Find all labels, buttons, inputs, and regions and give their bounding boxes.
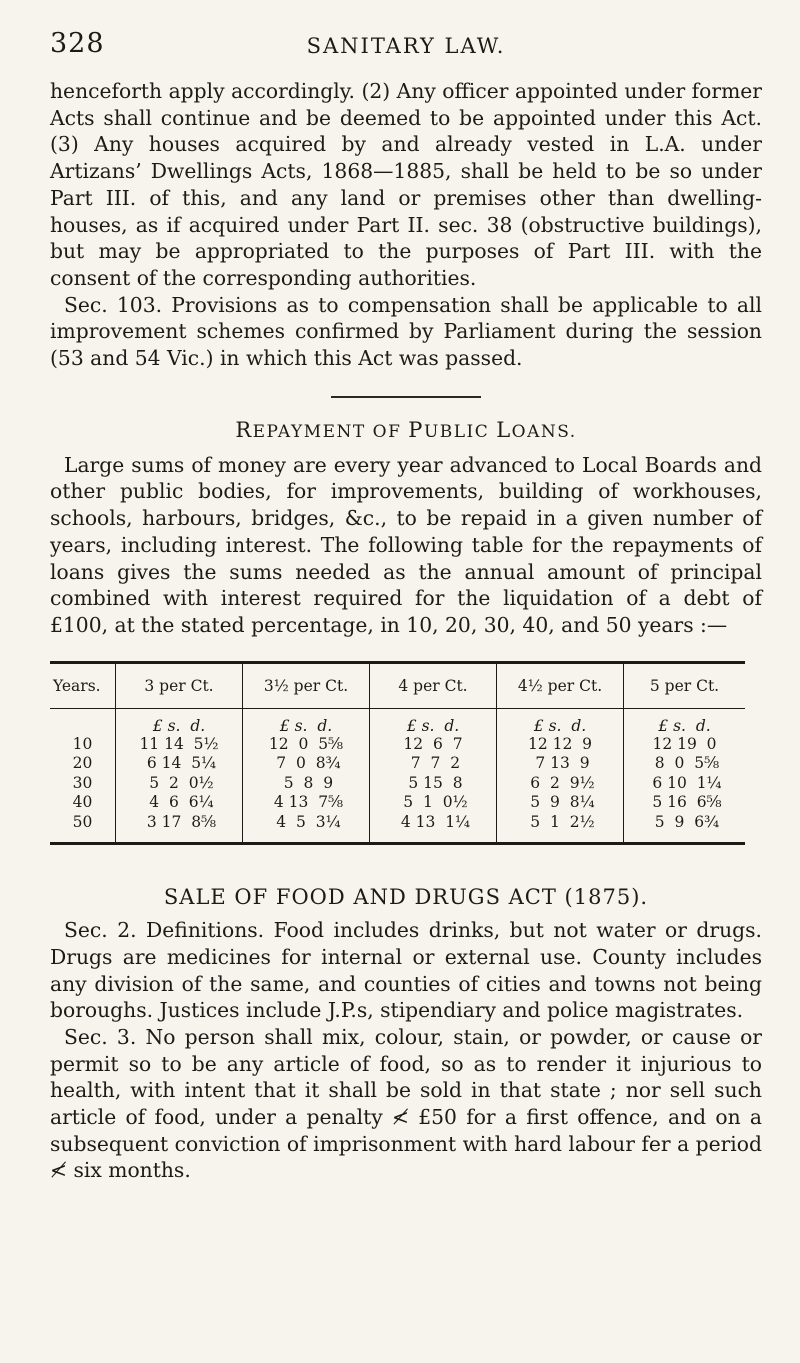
header-4-5pct: 4½ per Ct. [497, 662, 624, 708]
years-cell: 40 [72, 793, 93, 812]
amount-cell: 12 12 9 [527, 734, 593, 753]
years-cell: 50 [72, 812, 93, 831]
amount-cell: 4 13 7⅝ [268, 793, 344, 812]
header-4pct: 4 per Ct. [370, 662, 497, 708]
years-cell: 20 [72, 754, 93, 773]
loan-repayment-table [50, 661, 745, 846]
units-cell: £ s. d. [533, 716, 587, 735]
units-cell: £ s. d. [406, 716, 460, 735]
units-row [50, 708, 745, 735]
repayment-intro: Large sums of money are every year advanced to Local Boards and other public bodies, for improvements, building of workhouses, schools, harbours, bridges, &c., to be repaid in a given number of years, including interest. The following table for the repayments of loans gives the sums needed as the annual amount of principal combined with interest required for the liquidation of a debt of £100, at the stated percentage, in 10, 20, 30, 40, and 50 years :— [50, 452, 762, 637]
amount-cell: 3 17 8⅝ [141, 812, 217, 831]
running-head: SANITARY LAW. [306, 34, 506, 58]
food-act-heading: SALE OF FOOD AND DRUGS ACT (1875). [163, 885, 649, 910]
amount-cell: 5 1 0½ [398, 793, 468, 812]
table-row [50, 754, 745, 774]
table-row [50, 774, 745, 794]
header-3pct: 3 per Ct. [116, 662, 243, 708]
units-cell: £ s. d. [279, 716, 333, 735]
paragraph-continuation: henceforth apply accordingly. (2) Any officer appointed under former Acts shall continue and be deemed to be appointed under this Act. (3) Any houses acquired by and already vested in L.A. under Artizans’ Dwellings Acts, 1868—1885, shall be held to be so under Part III. of this, and any land or premises other than dwelling-houses, as if acquired under Part II. sec. 38 (obstructive buildings), but may be appropriated to the purposes of Part III. with the consent of the corresponding authorities. [50, 79, 762, 290]
amount-cell: 4 6 6¼ [144, 793, 214, 812]
amount-cell: 6 14 5¼ [141, 754, 217, 773]
units-cell: £ s. d. [152, 716, 206, 735]
units-cell: £ s. d. [658, 716, 711, 735]
amount-cell: 5 9 8¼ [525, 793, 595, 812]
amount-cell: 11 14 5½ [139, 734, 219, 753]
header-5pct: 5 per Ct. [624, 662, 746, 708]
amount-cell: 7 7 2 [405, 754, 461, 773]
table-row [50, 793, 745, 813]
amount-cell: 6 10 1¼ [647, 773, 722, 792]
paragraph-sec-103: Sec. 103. Provisions as to compensation shall be applicable to all improvement schemes confirmed by Parliament during the session (53 and 54 Vic.) in which this Act was passed. [50, 292, 762, 371]
table-row [50, 813, 745, 844]
amount-cell: 5 15 8 [403, 773, 463, 792]
amount-cell: 8 0 5⅝ [649, 754, 720, 773]
header-3-5pct: 3½ per Ct. [243, 662, 370, 708]
amount-cell: 4 13 1¼ [395, 812, 471, 831]
units-cell [50, 708, 116, 735]
repayment-heading: REPAYMENT OF PUBLIC LOANS. [235, 417, 577, 442]
header-years: Years. [50, 662, 116, 708]
amount-cell: 6 2 9½ [525, 773, 595, 792]
table-row [50, 735, 745, 755]
page-number: 328 [50, 28, 105, 59]
amount-cell: 7 0 8¾ [271, 754, 341, 773]
paragraph-sec-3: Sec. 3. No person shall mix, colour, stain, or powder, or cause or permit so to be any article of food, so as to render it injurious to health, with intent that it shall be sold in that state ; nor sell such article of food, under a penalty ≮ £50 for a first offence, and on a subsequent conviction of imprisonment with hard labour fer a period ≮ six months. [50, 1024, 762, 1183]
amount-cell: 5 2 0½ [144, 773, 214, 792]
amount-cell: 12 6 7 [403, 734, 463, 753]
amount-cell: 7 13 9 [530, 754, 590, 773]
amount-cell: 12 0 5⅝ [268, 734, 344, 753]
page-header [50, 28, 762, 78]
years-cell: 30 [72, 773, 93, 792]
amount-cell: 4 5 3¼ [271, 812, 341, 831]
paragraph-sec-2: Sec. 2. Definitions. Food includes drinks, but not water or drugs. Drugs are medicines for internal or external use. County includes any division of the same, and counties of cities and towns not being boroughs. Justices include J.P.s, stipendiary and police magistrates. [50, 918, 762, 1023]
years-cell: 10 [72, 734, 93, 753]
amount-cell: 5 9 6¾ [649, 812, 720, 831]
book-page [50, 28, 762, 1184]
amount-cell: 5 16 6⅝ [647, 793, 722, 812]
amount-cell: 12 19 0 [652, 734, 717, 753]
section-divider [331, 396, 481, 398]
amount-cell: 5 8 9 [278, 773, 334, 792]
table-header-row [50, 662, 745, 708]
amount-cell: 5 1 2½ [525, 812, 595, 831]
